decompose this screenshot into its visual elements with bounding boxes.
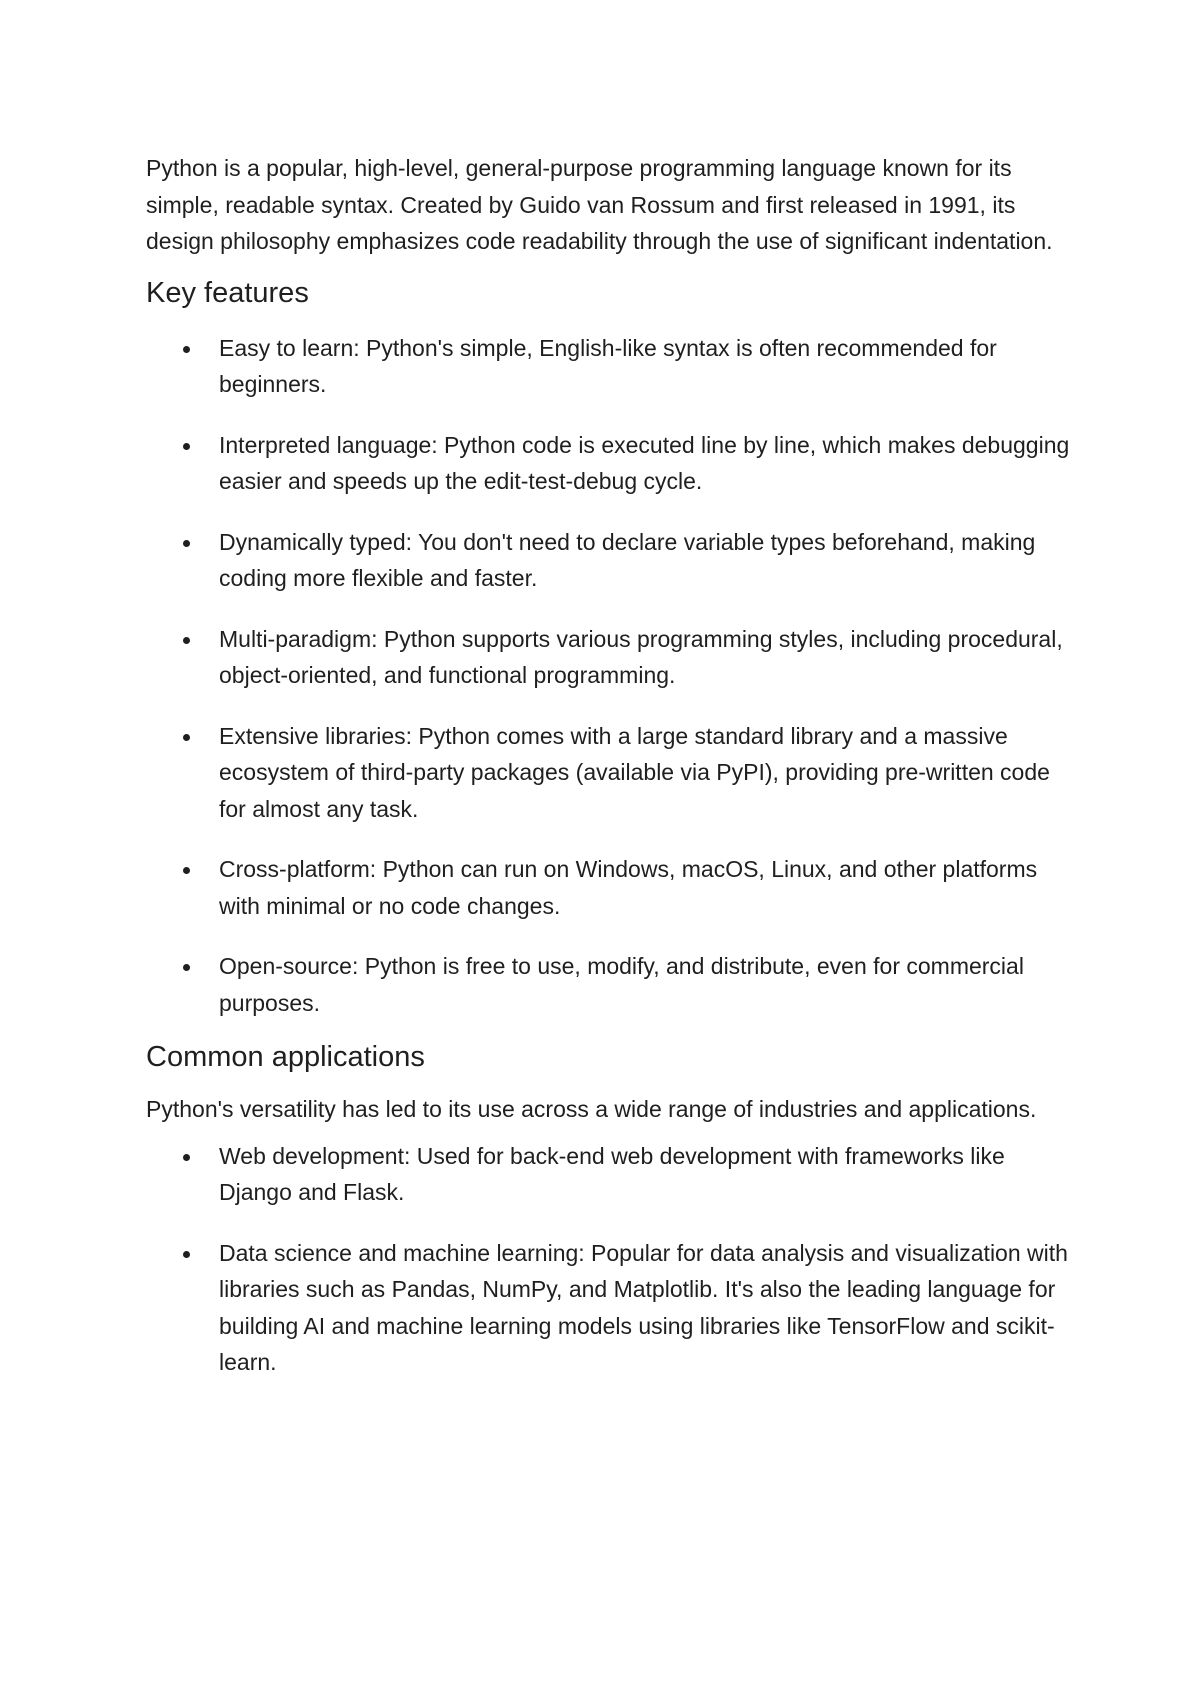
list-item: [146, 718, 1076, 828]
list-item-text: Web development: Used for back-end web development with frameworks like Django and Flask.: [219, 1142, 1005, 1205]
list-item: [146, 948, 1076, 1021]
intro-paragraph: Python is a popular, high-level, general-purpose programming language known for its simple, readable syntax. Created by Guido van Rossum and first released in 1991, its design philosophy emphasizes code readability through the use of significant indentation.: [146, 155, 1053, 254]
list-item-text: Multi-paradigm: Python supports various programming styles, including procedural, object-oriented, and functional programming.: [219, 625, 1063, 688]
bullet-icon: [183, 734, 190, 741]
bullet-icon: [183, 1154, 190, 1161]
key-features-heading: Key features: [146, 276, 309, 309]
bullet-icon: [183, 964, 190, 971]
bullet-icon: [183, 1251, 190, 1258]
common-applications-heading: Common applications: [146, 1041, 425, 1073]
bullet-icon: [183, 346, 190, 353]
list-item-text: Open-source: Python is free to use, modify, and distribute, even for commercial purposes.: [219, 953, 1024, 1016]
applications-intro-paragraph: Python's versatility has led to its use across a wide range of industries and applications.: [146, 1096, 1037, 1122]
list-item-text: Data science and machine learning: Popular for data analysis and visualization with libraries such as Pandas, NumPy, and Matplotlib. It's also the leading language for building AI and machine learning models using libraries like TensorFlow and scikit-learn.: [219, 1239, 1068, 1375]
bullet-icon: [183, 540, 190, 547]
list-item: [146, 1235, 1076, 1381]
applications-list: [146, 1138, 1076, 1381]
list-item: [146, 427, 1076, 500]
list-item-text: Extensive libraries: Python comes with a large standard library and a massive ecosystem of third-party packages (available via PyPI), providing pre-written code for almost any task.: [219, 722, 1050, 822]
list-item-text: Cross-platform: Python can run on Windows, macOS, Linux, and other platforms with minimal or no code changes.: [219, 856, 1038, 919]
list-item-text: Easy to learn: Python's simple, English-like syntax is often recommended for beginners.: [219, 334, 997, 397]
list-item: [146, 621, 1076, 694]
key-features-list: [146, 330, 1076, 1022]
list-item-text: Dynamically typed: You don't need to declare variable types beforehand, making coding more flexible and faster.: [219, 528, 1036, 591]
list-item: [146, 524, 1076, 597]
list-item: [146, 330, 1076, 403]
bullet-icon: [183, 443, 190, 450]
list-item-text: Interpreted language: Python code is executed line by line, which makes debugging easier and speeds up the edit-test-debug cycle.: [219, 431, 1070, 494]
bullet-icon: [183, 637, 190, 644]
list-item: [146, 1138, 1076, 1211]
bullet-icon: [183, 867, 190, 874]
list-item: [146, 851, 1076, 924]
document-page: [146, 150, 1076, 1405]
